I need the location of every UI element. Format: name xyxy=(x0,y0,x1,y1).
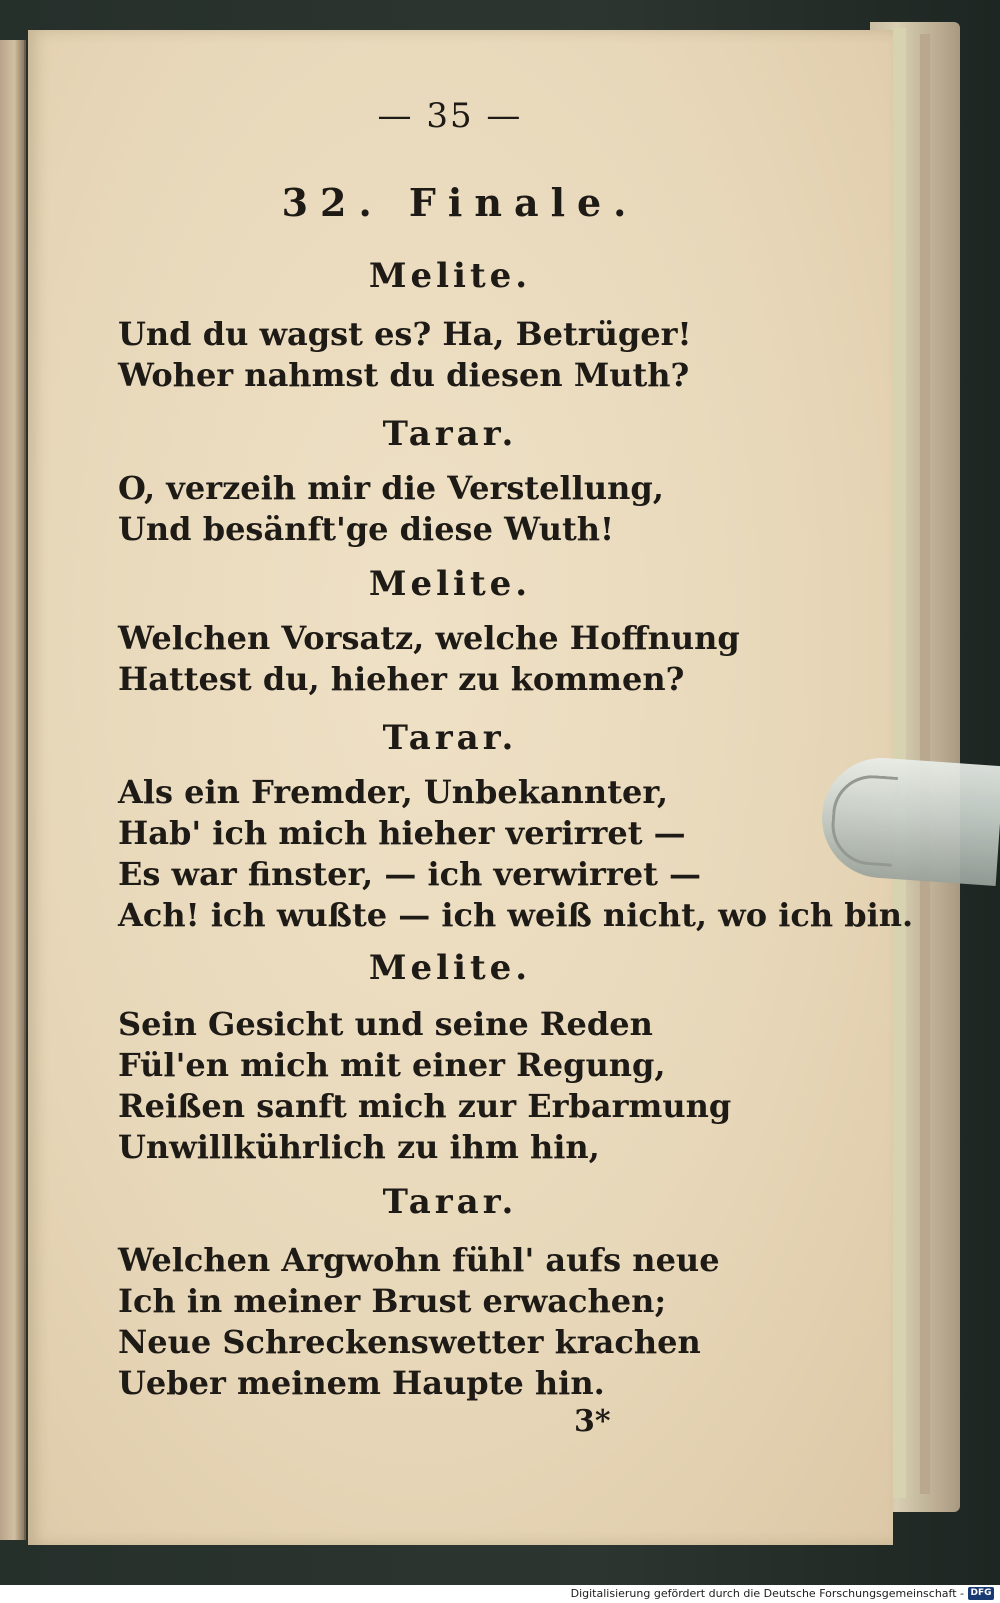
verse-block xyxy=(118,314,838,396)
verse-line: Und du wagst es? Ha, Betrüger! xyxy=(118,315,692,353)
verse-line: Und besänft'ge diese Wuth! xyxy=(118,510,615,548)
verse-line: Hab' ich mich hieher verirret — xyxy=(118,814,686,852)
speaker-name: Tarar. xyxy=(382,414,518,454)
speaker-name: Tarar. xyxy=(382,1182,518,1222)
verse-line: Welchen Argwohn fühl' aufs neue xyxy=(118,1241,720,1279)
footer-credit: Digitalisierung gefördert durch die Deutsche Forschungsgemeinschaft - xyxy=(570,1587,964,1600)
verse-line: Neue Schreckenswetter krachen xyxy=(118,1323,701,1361)
speaker-name: Melite. xyxy=(368,564,532,604)
verse-line: Reißen sanft mich zur Erbarmung xyxy=(118,1087,732,1125)
verse-line: O, verzeih mir die Verstellung, xyxy=(118,469,664,507)
verse-line: Fül'en mich mit einer Regung, xyxy=(118,1046,666,1084)
verse-line: Hattest du, hieher zu kommen? xyxy=(118,660,685,698)
speaker-name: Tarar. xyxy=(382,718,518,758)
page-number: — 35 — xyxy=(377,96,523,136)
verse-block xyxy=(118,618,838,700)
verse-block xyxy=(118,772,914,936)
signature-mark: 3* xyxy=(574,1404,611,1439)
verse-block xyxy=(118,1240,838,1404)
speaker-name: Melite. xyxy=(368,256,532,296)
speaker-name: Melite. xyxy=(368,948,532,988)
verse-block xyxy=(118,468,838,550)
verse-line: Woher nahmst du diesen Muth? xyxy=(118,356,690,394)
verse-line: Ueber meinem Haupte hin. xyxy=(118,1364,605,1402)
verse-line: Welchen Vorsatz, welche Hoffnung xyxy=(118,619,740,657)
section-title: 32. Finale. xyxy=(281,180,639,225)
verse-line: Sein Gesicht und seine Reden xyxy=(118,1005,653,1043)
dfg-logo[interactable]: DFG xyxy=(968,1587,994,1600)
verse-line: Unwillkührlich zu ihm hin, xyxy=(118,1128,600,1166)
verse-line: Als ein Fremder, Unbekannter, xyxy=(118,773,668,811)
verse-block xyxy=(118,1004,838,1168)
verse-line: Es war finster, — ich verwirret — xyxy=(118,855,702,893)
verse-line: Ich in meiner Brust erwachen; xyxy=(118,1282,667,1320)
verse-line: Ach! ich wußte — ich weiß nicht, wo ich bin. xyxy=(118,896,914,934)
